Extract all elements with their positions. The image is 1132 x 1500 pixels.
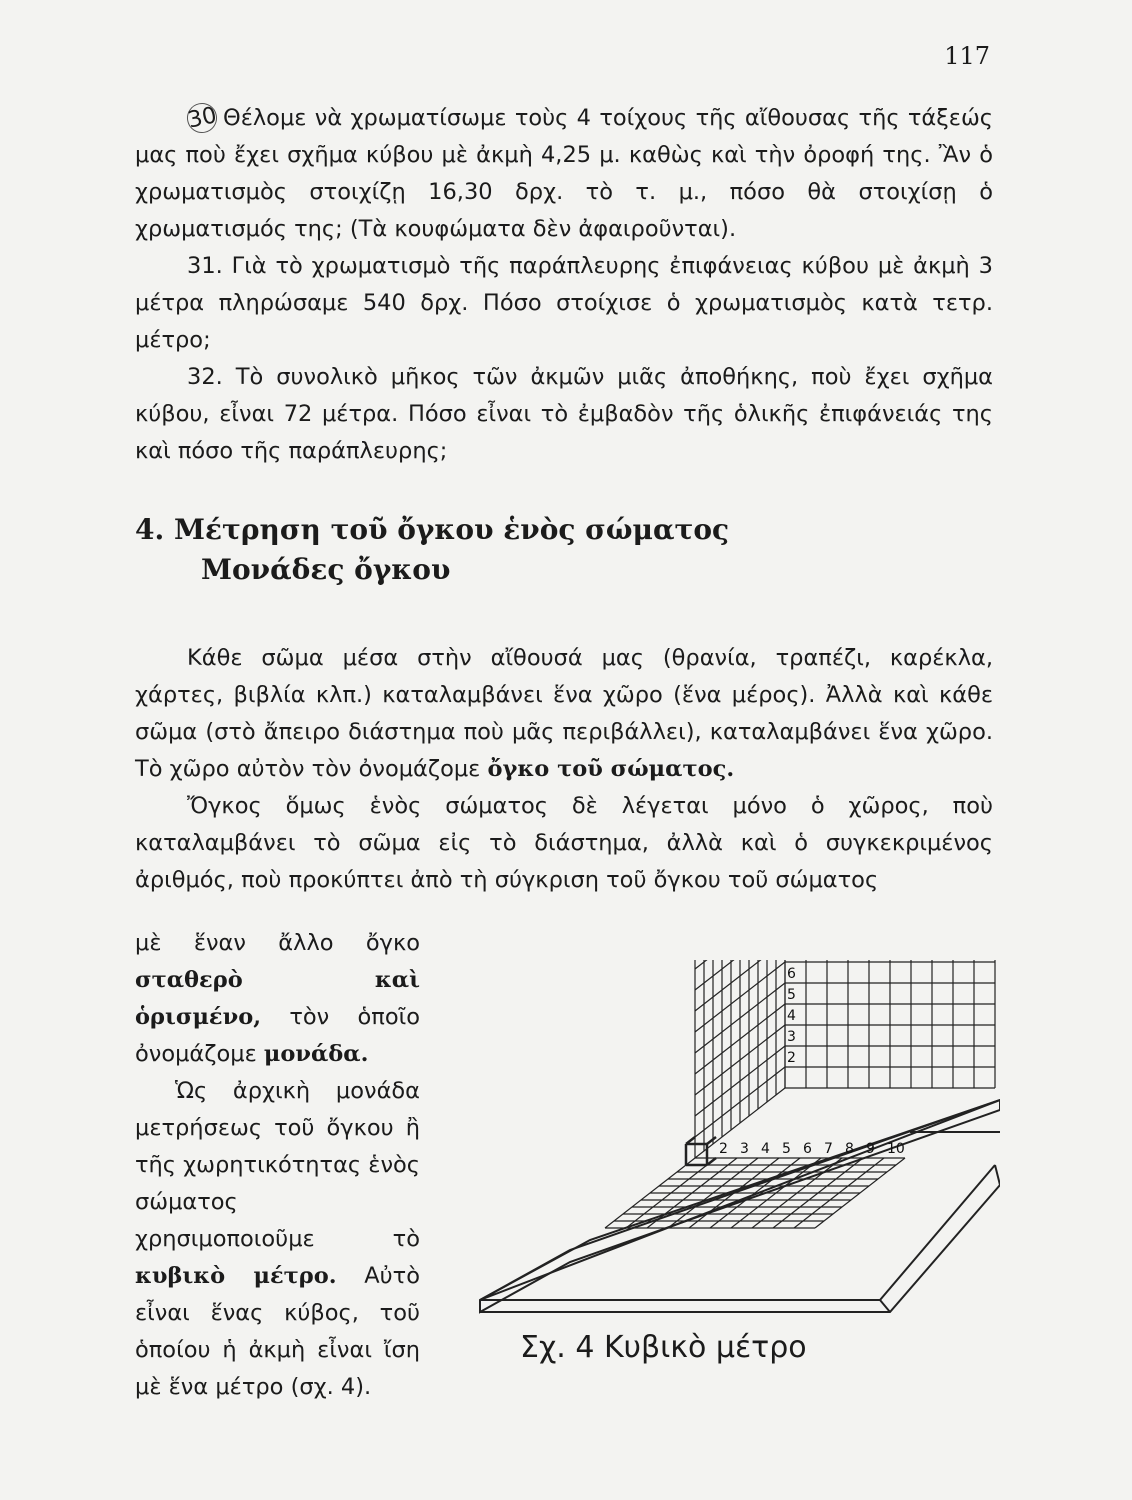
- body-block: [135, 640, 993, 899]
- vertical-scale-label: [787, 960, 796, 961]
- paragraph-text: Κάθε σῶμα μέσα στὴν αἴθουσά μας (θρανία, τραπέζι, καρέκλα, χάρτες, βιβλία κλπ.) καταλαμβάνει ἕνα χῶρο (ἕνα μέρος). Ἀλλὰ καὶ κάθε σῶμα (στὸ ἄπειρο διάστημα ποὺ μᾶς περιβάλλει), καταλαμβάνει ἕνα χῶρο. Τὸ χῶρο αὐτὸν τὸν ὀνομάζομε: [135, 645, 993, 782]
- vertical-scale-label: 5: [787, 987, 796, 1003]
- vertical-scale-label: 6: [787, 966, 796, 982]
- problem-31: [135, 248, 993, 359]
- paragraph-text: μὲ ἕναν ἄλλο ὄγκο: [135, 930, 420, 956]
- vertical-scale-label: 3: [787, 1029, 796, 1045]
- horizontal-scale-label: 4: [761, 1141, 770, 1157]
- paragraph-volume-number: [135, 788, 993, 899]
- narrow-column: [135, 925, 420, 1406]
- term-cubic-meter: κυβικὸ μέτρο.: [135, 1263, 337, 1289]
- problem-text: Γιὰ τὸ χρωματισμὸ τῆς παράπλευρης ἐπιφάνειας κύβου μὲ ἀκμὴ 3 μέτρα πληρώσαμε 540 δρχ. Πόσο στοίχισε ὁ χρωματισμὸς κατὰ τετρ. μέτρο;: [135, 253, 993, 353]
- problem-number-circled: 30: [184, 100, 220, 136]
- horizontal-scale-label: 7: [824, 1141, 833, 1157]
- unit-cube-edge: [707, 1158, 716, 1165]
- problem-text: Θέλομε νὰ χρωματίσωμε τοὺς 4 τοίχους τῆς αἴθουσας τῆς τάξεώς μας ποὺ ἔχει σχῆμα κύβου μὲ ἀκμὴ 4,25 μ. καθὼς καὶ τὴν ὀροφή της. Ἂν ὁ χρωματισμὸς στοιχίζῃ 16,30 δρχ. τὸ τ. μ., πόσο θὰ στοιχίσῃ ὁ χρωματισμός της; (Τὰ κουφώματα δὲν ἀφαιροῦνται).: [135, 105, 993, 242]
- horizontal-scale-label: 10: [887, 1141, 905, 1157]
- problem-number: 32.: [187, 364, 223, 390]
- problem-30: [135, 100, 993, 248]
- problem-number: 31.: [187, 253, 223, 279]
- section-title: 4. Μέτρηση τοῦ ὄγκου ἑνὸς σώματος: [135, 513, 730, 546]
- horizontal-scale-label: 6: [803, 1141, 812, 1157]
- vertical-scale-label: 4: [787, 1008, 796, 1024]
- figure-caption: Σχ. 4 Κυβικὸ μέτρο: [520, 1330, 807, 1365]
- paragraph-unit: [135, 925, 420, 1073]
- paragraph-text: Ὡς ἀρχικὴ μονάδα μετρήσεως τοῦ ὄγκου ἢ τῆς χωρητικότητας ἑνὸς σώματος χρησιμοποιοῦμε τὸ: [135, 1078, 420, 1252]
- horizontal-scale-label: 3: [740, 1141, 749, 1157]
- cube-grid: [605, 960, 995, 1228]
- section-subtitle: Μονάδες ὄγκου: [201, 553, 451, 586]
- paragraph-text: Ὄγκος ὅμως ἑνὸς σώματος δὲ λέγεται μόνο ὁ χῶρος, ποὺ καταλαμβάνει τὸ σῶμα εἰς τὸ διάστημα, ἀλλὰ καὶ ὁ συγκεκριμένος ἀριθμός, ποὺ προκύπτει ἀπὸ τὴ σύγκριση τοῦ ὄγκου τοῦ σώματος: [135, 793, 993, 893]
- problem-text: Τὸ συνολικὸ μῆκος τῶν ἀκμῶν μιᾶς ἀποθήκης, ποὺ ἔχει σχῆμα κύβου, εἶναι 72 μέτρα. Πόσο εἶναι τὸ ἐμβαδὸν τῆς ὁλικῆς ἐπιφάνειάς της καὶ πόσο τῆς παράπλευρης;: [135, 364, 993, 464]
- problem-32: [135, 359, 993, 470]
- cube-labels: [719, 960, 905, 1157]
- vertical-scale-label: 2: [787, 1050, 796, 1066]
- horizontal-scale-label: 2: [719, 1141, 728, 1157]
- paragraph-text: τὸν ὁποῖο ὀνομάζομε: [135, 1004, 420, 1067]
- paragraph-cubic-meter: [135, 1073, 420, 1406]
- section-heading: [135, 510, 729, 590]
- problems-block: [135, 100, 993, 470]
- horizontal-scale-label: 9: [866, 1141, 875, 1157]
- term-volume: ὄγκο τοῦ σώματος.: [487, 756, 735, 782]
- horizontal-scale-label: 5: [782, 1141, 791, 1157]
- paragraph-text: Αὐτὸ εἶναι ἕνας κύβος, τοῦ ὁποίου ἡ ἀκμὴ εἶναι ἴση μὲ ἕνα μέτρο (σχ. 4).: [135, 1263, 420, 1400]
- cubic-meter-figure: [470, 960, 1000, 1380]
- term-fixed: σταθερὸ καὶ ὁρισμένο,: [135, 967, 420, 1030]
- horizontal-scale-label: 8: [845, 1141, 854, 1157]
- page-number: 117: [944, 42, 990, 70]
- paragraph-volume-definition: [135, 640, 993, 788]
- term-unit: μονάδα.: [263, 1041, 369, 1067]
